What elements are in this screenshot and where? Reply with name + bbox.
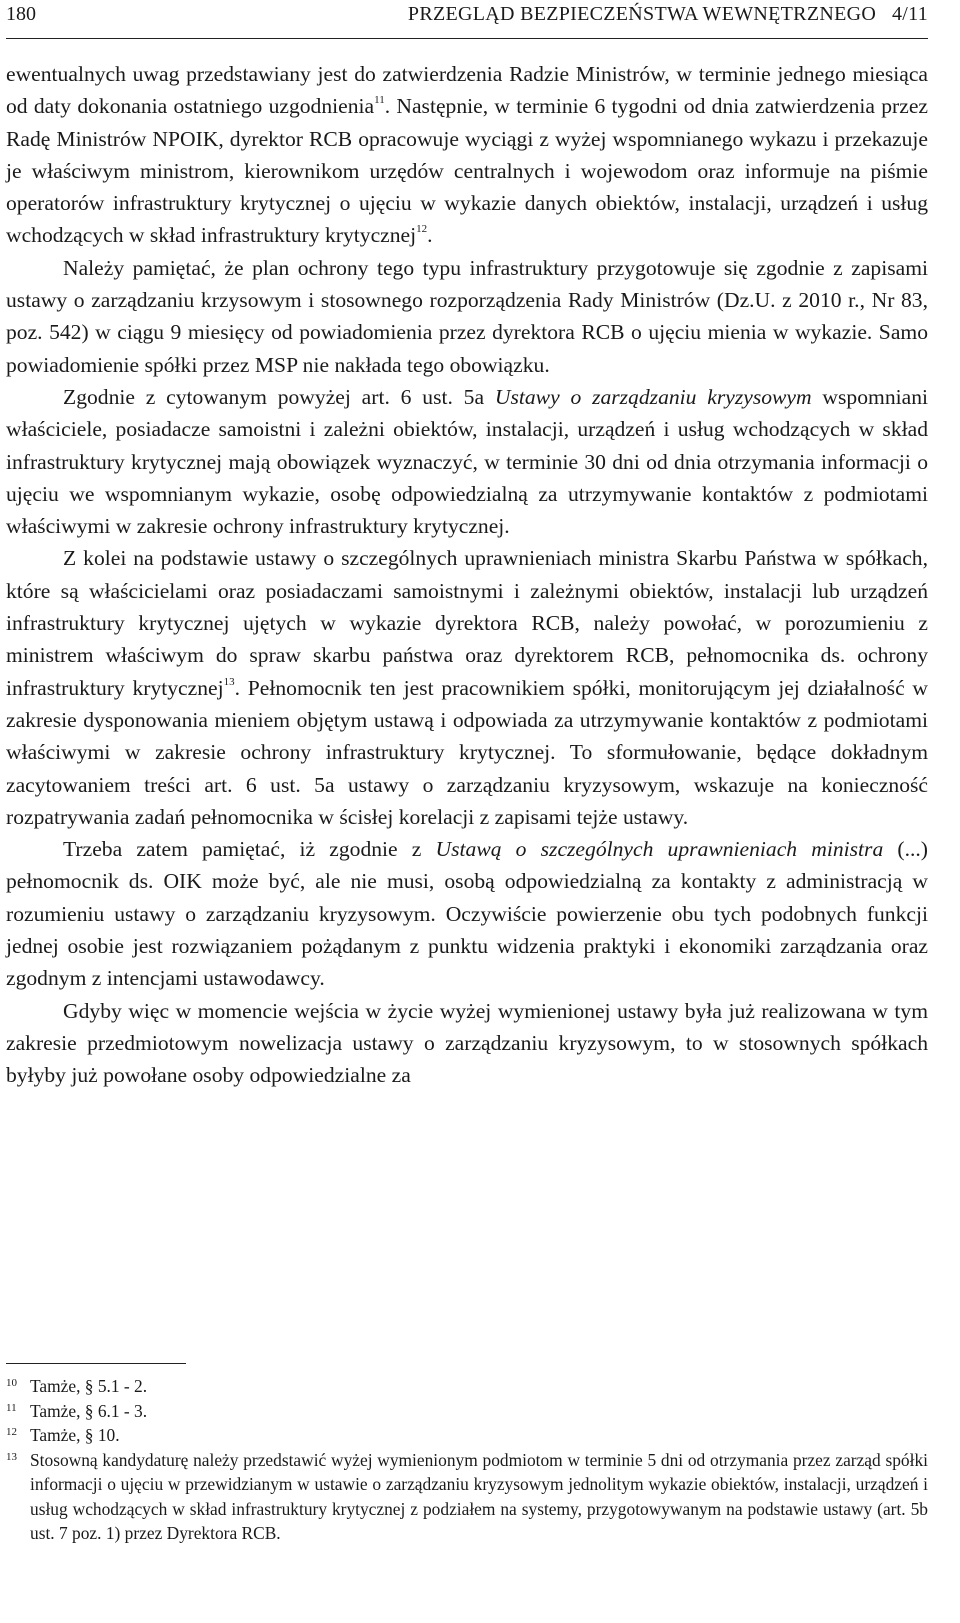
footnote-ref-13: 13 — [223, 675, 235, 688]
law-title-italic: Ustawą o szczególnych uprawnieniach ministra — [435, 837, 884, 862]
paragraph-5-text-b: (...) pełnomocnik ds. OIK może być, ale nie musi, osobą odpowiedzialną za kontakty z administracją w rozumieniu ustawy o zarządzaniu kryzysowym. Oczywiście powierzenie obu tych podobnych funkcji jednej osobie jest rozwiązaniem pożądanym z punktu widzenia praktyki i ekonomiki zarządzania oraz zgodnym z intencjami ustawodawcy. — [6, 837, 928, 991]
law-title-italic: Ustawy o zarządzaniu kryzysowym — [494, 384, 812, 409]
footnote-text: Tamże, § 6.1 - 3. — [30, 1400, 148, 1421]
footnote — [6, 1374, 928, 1399]
paragraph-2: Należy pamiętać, że plan ochrony tego typu infrastruktury przygotowuje się zgodnie z zapisami ustawy o zarządzaniu krzysowym i stosownego rozporządzenia Rady Ministrów (Dz.U. z 2010 r., Nr 83, poz. 542) w ciągu 9 miesięcy od powiadomienia przez dyrektora RCB o ujęciu mienia w wykazie. Samo powiadomienie spółki przez MSP nie nakłada tego obowiązku. — [6, 255, 928, 377]
footnotes — [6, 1374, 928, 1546]
paragraph-4-text-b: . Pełnomocnik ten jest pracownikiem spółki, monitorującym jej działalność w zakresie dysponowania mieniem objętym ustawą i odpowiada za utrzymywanie kontaktów z podmiotami właściwymi w zakresie ochrony infrastruktury krytycznej. To sformułowanie, będące dokładnym zacytowaniem treści art. 6 ust. 5a ustawy o zarządzaniu kryzysowym, wskazuje na konieczność rozpatrywania zadań pełnomocnika w ścisłej korelacji z zapisami tejże ustawy. — [6, 675, 929, 829]
paragraph-1-text-a: ewentualnych uwag przedstawiany jest do zatwierdzenia Radzie Ministrów, w terminie jednego miesiąca od daty dokonania ostatniego uzgodnienia — [6, 62, 928, 119]
footnote-ref-11: 11 — [374, 94, 385, 107]
paragraph-3-text-a: Zgodnie z cytowanym powyżej art. 6 ust. 5a — [63, 384, 495, 409]
footnote-ref-12: 12 — [416, 223, 428, 236]
footnote-number: 11 — [6, 1401, 17, 1414]
footnote-number: 13 — [6, 1450, 17, 1463]
page-header — [6, 0, 928, 39]
paragraph-4-text-a: Z kolei na podstawie ustawy o szczególnych uprawnieniach ministra Skarbu Państwa w spółkach, które są właścicielami oraz posiadaczami samoistnymi i zależnymi obiektów, instalacji lub urządzeń infrastruktury krytycznej ujętych w wykazie dyrektora RCB, należy powołać, w porozumieniu z ministrem właściwym do spraw skarbu państwa oraz dyrektorem RCB, pełnomocnika ds. ochrony infrastruktury krytycznej — [6, 546, 928, 700]
paragraph-4 — [6, 542, 928, 833]
paragraph-1 — [6, 58, 928, 252]
main-text — [6, 58, 928, 1092]
paragraph-1-text-b: . Następnie, w terminie 6 tygodni od dnia zatwierdzenia przez Radę Ministrów NPOIK, dyrektor RCB opracowuje wyciągi z wyżej wspomnianego wykazu i przekazuje je właściwym ministrom, kierownikom urzędów centralnych i wojewodom oraz informuje na piśmie operatorów infrastruktury krytycznej o ujęciu w wykazie danych obiektów, instalacji, urządzeń i usług wchodzących w skład infrastruktury krytycznej — [6, 94, 929, 248]
footnote — [6, 1423, 928, 1448]
paragraph-3 — [6, 381, 928, 542]
footnote-number: 10 — [6, 1377, 17, 1389]
footnote — [6, 1448, 928, 1546]
footnote-separator — [6, 1363, 186, 1364]
footnote-text: Tamże, § 10. — [30, 1425, 120, 1445]
footnote — [6, 1399, 928, 1424]
paragraph-6: Gdyby więc w momencie wejścia w życie wyżej wymienionej ustawy była już realizowana w tym zakresie przedmiotowym nowelizacja ustawy o zarządzaniu kryzysowym, to w stosownych spółkach byłyby już powołane osoby odpowiedzialne za — [6, 998, 928, 1088]
footnote-number: 12 — [6, 1426, 17, 1438]
footnote-text: Tamże, § 5.1 - 2. — [30, 1376, 148, 1396]
page-number: 180 — [6, 3, 36, 25]
paragraph-1-text-c: . — [427, 223, 433, 248]
paragraph-5 — [6, 833, 928, 994]
running-title: PRZEGLĄD BEZPIECZEŃSTWA WEWNĘTRZNEGO 4/11 — [407, 3, 928, 25]
paragraph-5-text-a: Trzeba zatem pamiętać, iż zgodnie z — [63, 837, 436, 862]
paragraph-3-text-b: wspomniani właściciele, posiadacze samoistni i zależni obiektów, instalacji, urządzeń i usług wchodzących w skład infrastruktury krytycznej mają obowiązek wyznaczyć, w terminie 30 dni od dnia otrzymania informacji o ujęciu we wspomnianym wykazie, osobę odpowiedzialną za utrzymywanie kontaktów z podmiotami właściwymi w zakresie ochrony infrastruktury krytycznej. — [6, 384, 928, 539]
footnote-text: Stosowną kandydaturę należy przedstawić wyżej wymienionym podmiotom w terminie 5 dni od otrzymania przez zarząd spółki informacji o ujęciu w przewidzianym w ustawie o zarządzaniu kryzysowym jednolitym wykazie obiektów, instalacji, urządzeń i usług wchodzących w skład infrastruktury krytycznej z podziałem na systemy, przygotowywanym na podstawie ustawy (art. 5b ust. 7 poz. 1) przez Dyrektora RCB. — [30, 1449, 928, 1543]
